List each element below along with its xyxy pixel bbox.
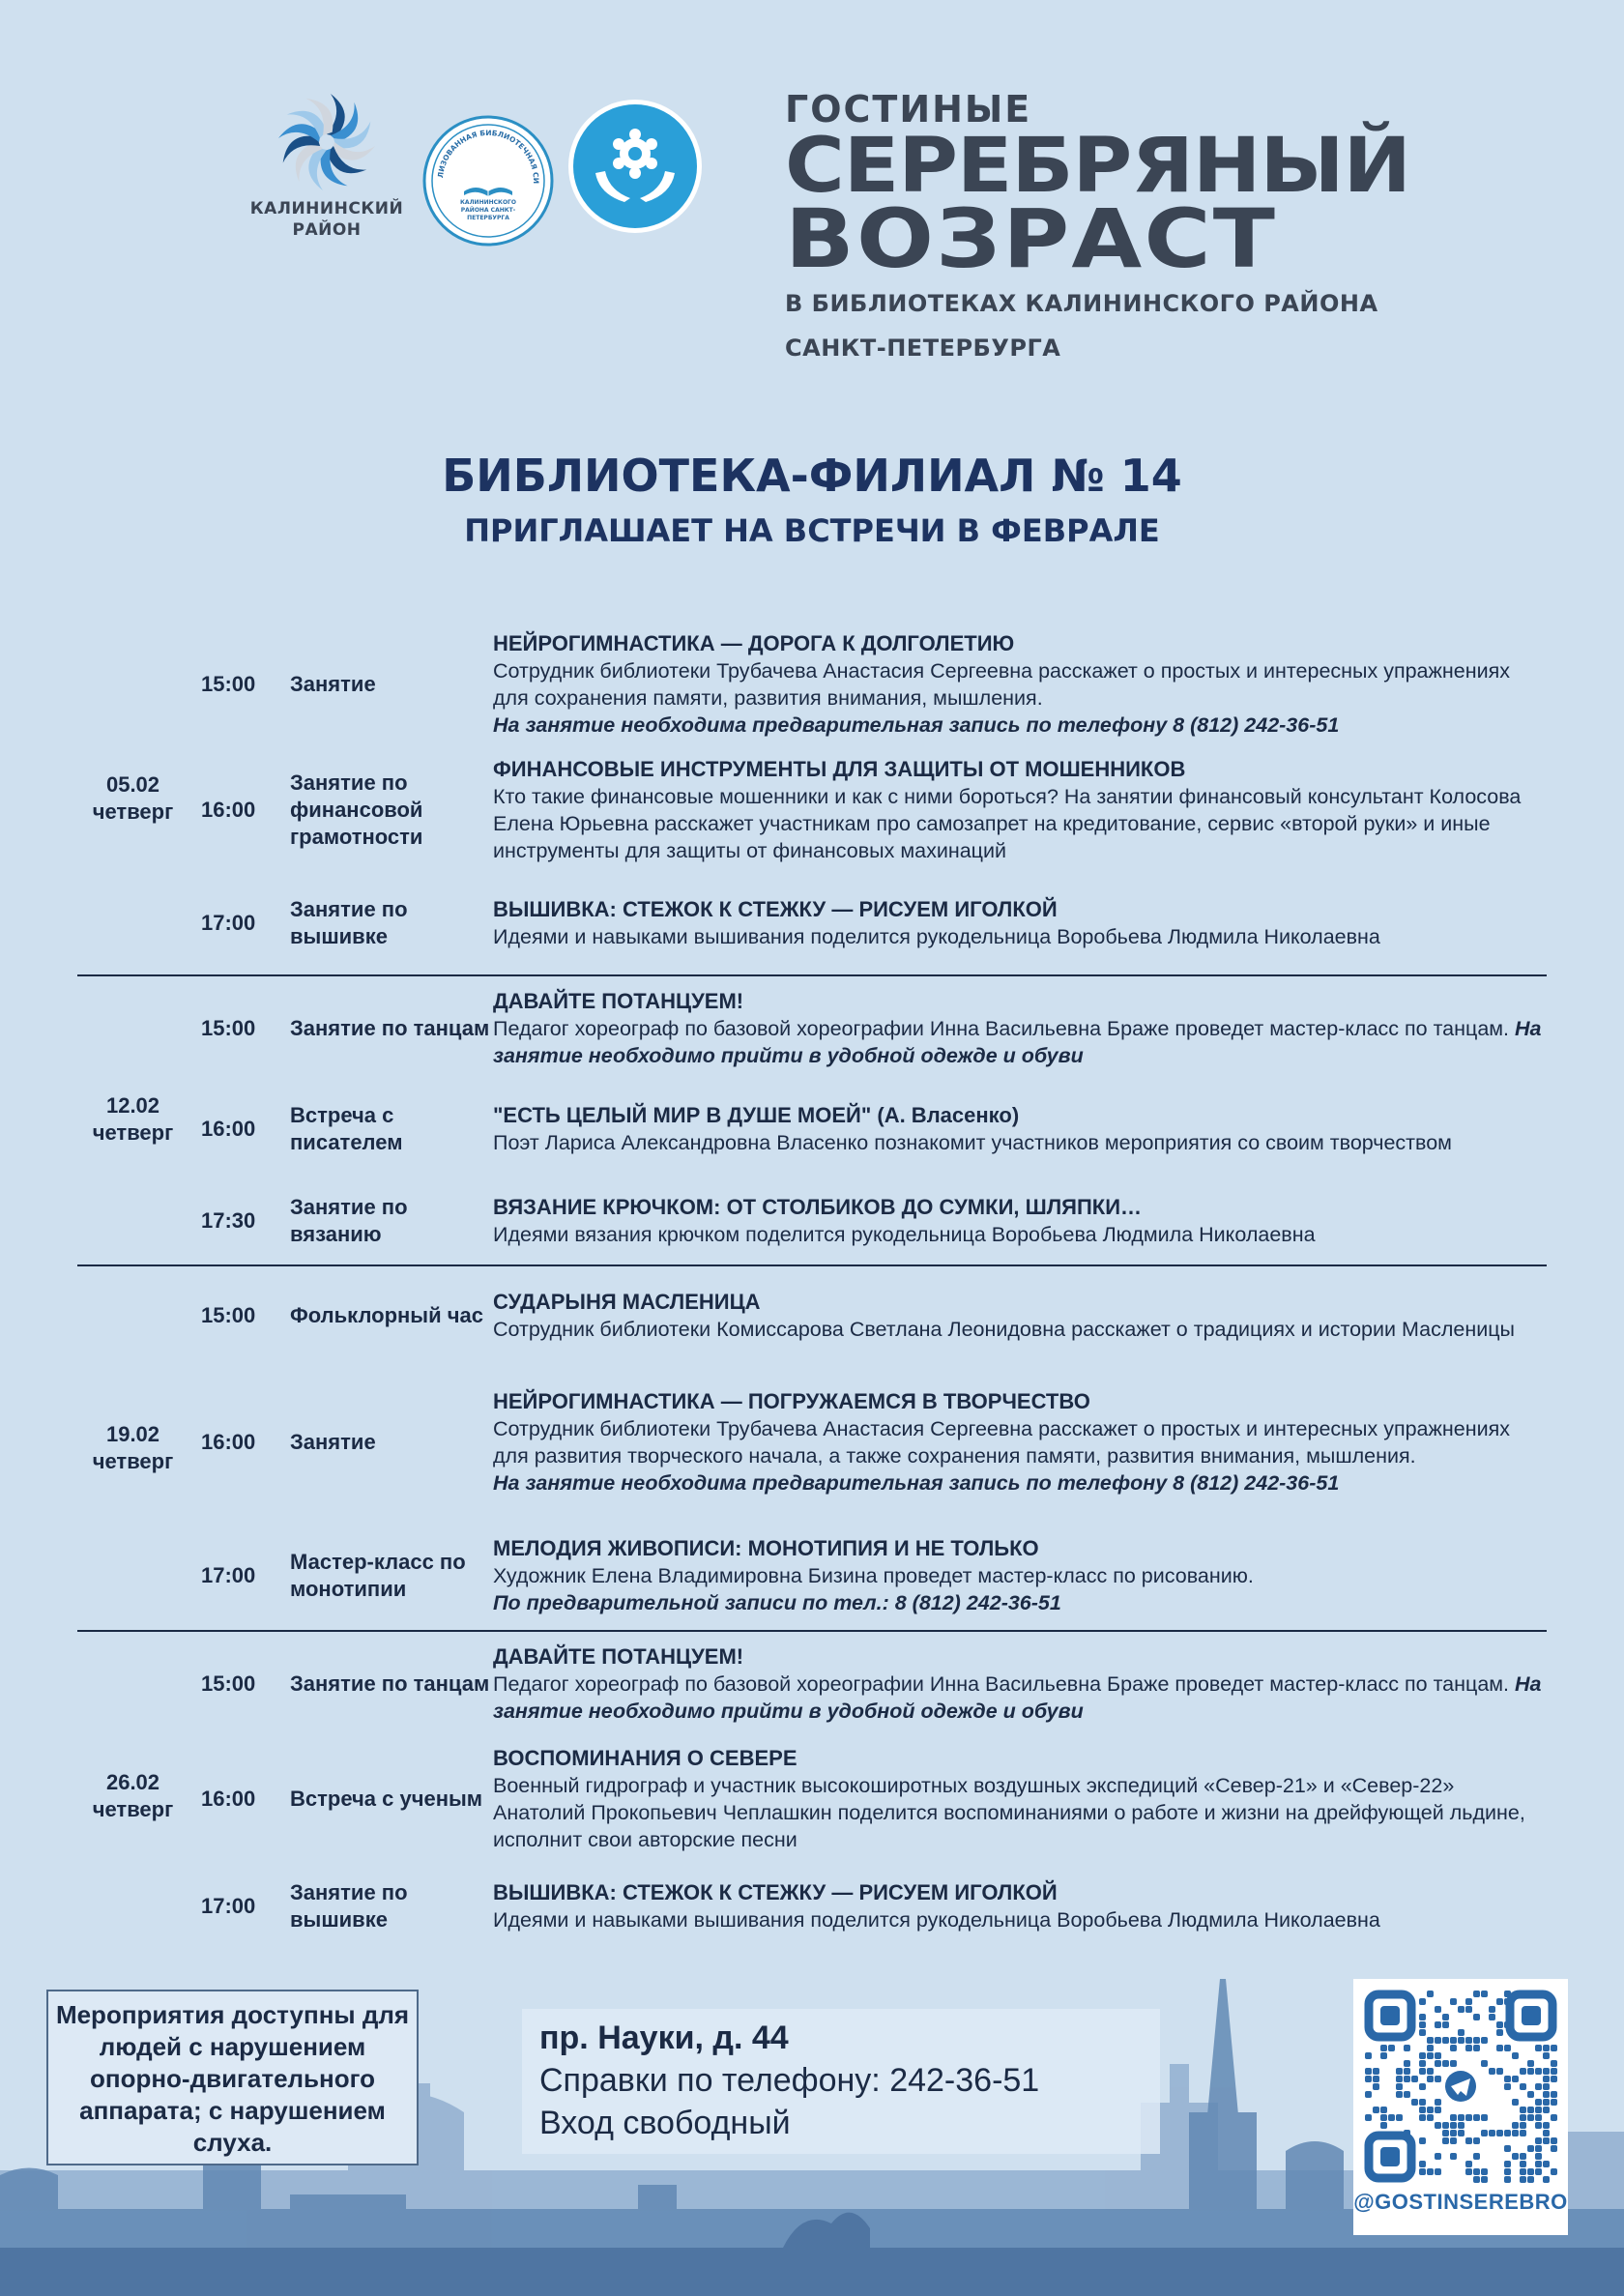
qr-module	[1543, 2052, 1550, 2059]
event-time: 17:30	[201, 1208, 256, 1233]
event-description: Художник Елена Владимировна Бизина проведет мастер-класс по рисованию.	[493, 1564, 1254, 1587]
pinwheel-icon	[276, 92, 377, 192]
event-time: 15:00	[201, 671, 256, 696]
event-description: Военный гидрограф и участник высокоширотных воздушных экспедиций «Север-21» и «Север-22» Анатолий Прокопьевич Чеплашкин поделится воспоминаниями о работе и жизни на дрейфующей льдине, исполнит свои авторские песни	[493, 1774, 1525, 1851]
qr-module	[1527, 2060, 1534, 2067]
event-title: "ЕСТЬ ЦЕЛЫЙ МИР В ДУШЕ МОЕЙ" (А. Власенко)	[493, 1103, 1020, 1127]
qr-module	[1535, 2099, 1542, 2106]
entry-info: Вход свободный	[539, 2105, 791, 2141]
cbs-ring-text: ЛИЗОВАННАЯ БИБЛИОТЕЧНАЯ СИ	[436, 128, 541, 185]
qr-module	[1435, 2099, 1441, 2106]
day-date: 12.02	[105, 1093, 160, 1118]
event-time: 17:00	[201, 1563, 256, 1587]
qr-module	[1504, 2045, 1511, 2051]
event-row	[77, 1632, 1547, 1736]
qr-module	[1396, 2083, 1403, 2090]
day-date: 19.02	[105, 1422, 160, 1446]
qr-module	[1504, 2083, 1511, 2090]
qr-module	[1396, 2091, 1403, 2098]
qr-module	[1450, 2060, 1457, 2067]
qr-module	[1435, 2076, 1441, 2082]
event-description: Сотрудник библиотеки Комиссарова Светлана Леонидовна расскажет о традициях и истории Масленицы	[493, 1318, 1516, 1341]
qr-module	[1527, 2068, 1534, 2075]
qr-module	[1388, 2045, 1395, 2051]
qr-module	[1520, 2161, 1526, 2167]
qr-module	[1419, 2014, 1426, 2020]
qr-module	[1419, 2021, 1426, 2028]
qr-module	[1512, 2153, 1519, 2160]
qr-module	[1543, 2076, 1550, 2082]
qr-module	[1435, 2153, 1441, 2160]
qr-module	[1435, 2168, 1441, 2175]
qr-module	[1419, 2068, 1426, 2075]
qr-module	[1543, 2068, 1550, 2075]
qr-module	[1373, 2076, 1379, 2082]
qr-module	[1450, 2137, 1457, 2144]
qr-module	[1520, 2083, 1526, 2090]
qr-module	[1419, 1998, 1426, 2005]
qr-module	[1496, 2029, 1503, 2036]
event-type: Занятие по вязанию	[290, 1195, 408, 1246]
qr-module	[1535, 2107, 1542, 2113]
address: пр. Науки, д. 44	[539, 2020, 789, 2056]
qr-module	[1427, 2076, 1434, 2082]
brand-line-1: ГОСТИНЫЕ	[785, 88, 1032, 131]
qr-module	[1396, 2076, 1403, 2082]
qr-module	[1419, 2052, 1426, 2059]
qr-module	[1380, 2114, 1387, 2121]
qr-module	[1442, 2021, 1449, 2028]
qr-module	[1473, 2176, 1480, 2183]
qr-module	[1527, 2091, 1534, 2098]
qr-module	[1435, 2021, 1441, 2028]
day-weekday: четверг	[92, 799, 174, 824]
qr-module	[1442, 2122, 1449, 2129]
qr-module	[1551, 2091, 1557, 2098]
qr-module	[1473, 2114, 1480, 2121]
qr-module	[1535, 2137, 1542, 2144]
event-note: На занятие необходимо прийти в удобной одежде и обуви	[493, 1017, 1542, 1067]
qr-module	[1404, 2060, 1410, 2067]
event-description: Идеями и навыками вышивания поделится рукодельница Воробьева Людмила Николаевна	[493, 925, 1380, 948]
event-type: Занятие	[290, 671, 376, 696]
qr-module	[1380, 2122, 1387, 2129]
event-description: Кто такие финансовые мошенники и как с ними бороться? На занятии финансовый консультант Колосова Елена Юрьевна расскажет участникам про самозапрет на кредитование, сервис «второй руки» и иные инструменты для защиты от финансовых махинаций	[493, 784, 1522, 862]
event-description: Идеями вязания крючком поделится рукодельница Воробьева Людмила Николаевна	[493, 1223, 1316, 1246]
qr-module	[1450, 1998, 1457, 2005]
qr-module	[1465, 2045, 1472, 2051]
qr-module	[1404, 2076, 1410, 2082]
event-time: 15:00	[201, 1671, 256, 1696]
event-type: Занятие по вышивке	[290, 897, 408, 948]
qr-module	[1527, 2145, 1534, 2152]
qr-module	[1419, 2114, 1426, 2121]
qr-code-block[interactable]	[1353, 1979, 1568, 2235]
qr-module	[1527, 2168, 1534, 2175]
event-type: Встреча с писателем	[290, 1103, 403, 1154]
qr-module	[1435, 2107, 1441, 2113]
qr-module	[1365, 2091, 1372, 2098]
event-time: 16:00	[201, 797, 256, 822]
event-type: Мастер-класс по монотипии	[290, 1550, 466, 1601]
schedule	[77, 624, 1547, 1961]
qr-module	[1527, 2114, 1534, 2121]
qr-module	[1365, 2076, 1372, 2082]
qr-module	[1496, 2045, 1503, 2051]
qr-module	[1543, 2083, 1550, 2090]
qr-module	[1380, 2052, 1387, 2059]
qr-module	[1543, 2045, 1550, 2051]
qr-module	[1551, 2099, 1557, 2106]
cbs-bottom-text: КАЛИНИНСКОГО РАЙОНА САНКТ-ПЕТЕРБУРГА	[460, 199, 516, 221]
qr-module	[1473, 2014, 1480, 2020]
qr-module	[1535, 2114, 1542, 2121]
qr-module	[1527, 2176, 1534, 2183]
qr-module	[1551, 2168, 1557, 2175]
day-date: 05.02	[105, 772, 160, 797]
contact-info	[522, 2009, 1160, 2154]
qr-module	[1465, 2168, 1472, 2175]
qr-module	[1543, 2176, 1550, 2183]
qr-module	[1450, 2037, 1457, 2044]
qr-module	[1512, 2052, 1519, 2059]
qr-module	[1396, 2114, 1403, 2121]
qr-module	[1473, 2137, 1480, 2144]
event-title: ВЯЗАНИЕ КРЮЧКОМ: ОТ СТОЛБИКОВ ДО СУМКИ, ШЛЯПКИ…	[493, 1195, 1143, 1219]
event-time: 17:00	[201, 911, 256, 935]
qr-module	[1450, 2122, 1457, 2129]
qr-module	[1465, 2006, 1472, 2013]
kalininsky-district-logo	[249, 92, 404, 241]
brand-line-2: СЕРЕБРЯНЫЙ	[785, 123, 1410, 210]
qr-code-icon[interactable]	[1361, 1987, 1560, 2186]
qr-module	[1481, 2114, 1488, 2121]
qr-module	[1373, 2068, 1379, 2075]
qr-module	[1419, 2168, 1426, 2175]
qr-module	[1481, 2130, 1488, 2136]
day-block	[77, 976, 1547, 1266]
qr-module	[1496, 2130, 1503, 2136]
qr-module	[1427, 2168, 1434, 2175]
qr-module	[1373, 2107, 1379, 2113]
qr-module	[1481, 2168, 1488, 2175]
event-note: На занятие необходимо прийти в удобной одежде и обуви	[493, 1672, 1542, 1723]
qr-module	[1535, 2161, 1542, 2167]
event-time: 16:00	[201, 1117, 256, 1141]
event-type: Фольклорный час	[290, 1303, 483, 1327]
qr-module	[1411, 2076, 1418, 2082]
qr-module	[1512, 2099, 1519, 2106]
qr-module	[1365, 2114, 1372, 2121]
qr-module	[1520, 2168, 1526, 2175]
qr-module	[1442, 2060, 1449, 2067]
qr-module	[1458, 2122, 1464, 2129]
qr-module	[1535, 2083, 1542, 2090]
qr-module	[1504, 2161, 1511, 2167]
qr-module	[1504, 2145, 1511, 2152]
event-time: 15:00	[201, 1303, 256, 1327]
qr-module	[1388, 2114, 1395, 2121]
qr-module	[1520, 2153, 1526, 2160]
day-weekday: четверг	[92, 1797, 174, 1821]
qr-module	[1435, 2122, 1441, 2129]
qr-module	[1520, 2130, 1526, 2136]
qr-module	[1450, 2153, 1457, 2160]
qr-module	[1496, 1998, 1503, 2005]
brand-block	[785, 87, 1410, 363]
qr-module	[1404, 2068, 1410, 2075]
accessibility-notice: Мероприятия доступны для людей с нарушением опорно-двигательного аппарата; с нарушением слуха.	[46, 1990, 419, 2165]
qr-module	[1496, 2021, 1503, 2028]
qr-module	[1473, 2045, 1480, 2051]
qr-module	[1380, 2045, 1387, 2051]
qr-module	[1427, 2114, 1434, 2121]
qr-module	[1442, 2137, 1449, 2144]
qr-module	[1427, 2052, 1434, 2059]
qr-module	[1520, 2107, 1526, 2113]
qr-module	[1373, 2083, 1379, 2090]
qr-module	[1419, 2060, 1426, 2067]
event-time: 15:00	[201, 1016, 256, 1040]
event-title: ДАВАЙТЕ ПОТАНЦУЕМ!	[493, 1644, 744, 1669]
qr-module	[1435, 2060, 1441, 2067]
qr-module	[1527, 2107, 1534, 2113]
qr-module	[1419, 2107, 1426, 2113]
qr-module	[1419, 2161, 1426, 2167]
qr-module	[1489, 2006, 1495, 2013]
qr-module	[1512, 2122, 1519, 2129]
qr-module	[1543, 2122, 1550, 2129]
qr-module	[1481, 1991, 1488, 1997]
qr-module	[1419, 2099, 1426, 2106]
event-row	[77, 1177, 1547, 1264]
qr-module	[1543, 2161, 1550, 2167]
event-description: Педагог хореограф по базовой хореографии Инна Васильевна Браже проведет мастер-класс по танцам.	[493, 1017, 1510, 1040]
event-time: 16:00	[201, 1430, 256, 1454]
event-title: ВЫШИВКА: СТЕЖОК К СТЕЖКУ — РИСУЕМ ИГОЛКОЙ	[493, 1880, 1058, 1904]
qr-module	[1458, 2006, 1464, 2013]
logo-caption-2: РАЙОН	[292, 220, 362, 240]
qr-module	[1543, 2091, 1550, 2098]
qr-module	[1543, 2099, 1550, 2106]
qr-module	[1520, 2122, 1526, 2129]
qr-module	[1504, 2130, 1511, 2136]
qr-module	[1551, 2137, 1557, 2144]
event-type: Занятие по танцам	[290, 1016, 490, 1040]
day-date: 26.02	[105, 1770, 160, 1794]
event-row	[77, 624, 1547, 744]
qr-module	[1442, 2037, 1449, 2044]
qr-module	[1465, 2161, 1472, 2167]
event-title: НЕЙРОГИМНАСТИКА — ДОРОГА К ДОЛГОЛЕТИЮ	[493, 630, 1015, 655]
phone-info: Справки по телефону: 242-36-51	[539, 2062, 1040, 2099]
qr-module	[1473, 2037, 1480, 2044]
qr-module	[1473, 2168, 1480, 2175]
qr-module	[1543, 2130, 1550, 2136]
qr-module	[1465, 2114, 1472, 2121]
day-weekday: четверг	[92, 1449, 174, 1473]
social-handle[interactable]: @GOSTINSEREBRO	[1353, 2190, 1568, 2214]
event-time: 16:00	[201, 1787, 256, 1811]
qr-module	[1535, 2122, 1542, 2129]
event-type: Занятие	[290, 1430, 376, 1454]
qr-module	[1551, 2145, 1557, 2152]
qr-module	[1504, 2076, 1511, 2082]
qr-module	[1458, 2029, 1464, 2036]
qr-module	[1512, 2076, 1519, 2082]
qr-module	[1489, 2068, 1495, 2075]
event-row	[77, 875, 1547, 972]
qr-module	[1419, 2083, 1426, 2090]
page-subtitle: ПРИГЛАШАЕТ НА ВСТРЕЧИ В ФЕВРАЛЕ	[464, 512, 1160, 549]
logo-caption-1: КАЛИНИНСКИЙ	[249, 199, 404, 218]
qr-module	[1465, 2037, 1472, 2044]
qr-module	[1481, 2176, 1488, 2183]
qr-module	[1450, 2114, 1457, 2121]
event-type: Занятие по вышивке	[290, 1880, 408, 1932]
event-type: Занятие по финансовой грамотности	[290, 770, 423, 849]
qr-module	[1551, 2045, 1557, 2051]
qr-module	[1543, 2107, 1550, 2113]
qr-module	[1442, 2130, 1449, 2136]
qr-module	[1435, 2006, 1441, 2013]
qr-module	[1481, 2060, 1488, 2067]
event-type: Встреча с ученым	[290, 1787, 483, 1811]
event-description: Сотрудник библиотеки Трубачева Анастасия Сергеевна расскажет о простых и интересных упражнениях для сохранения памяти, развития внимания, мышления.	[493, 658, 1510, 710]
qr-module	[1411, 2099, 1418, 2106]
day-block	[77, 1266, 1547, 1632]
event-title: ДАВАЙТЕ ПОТАНЦУЕМ!	[493, 989, 744, 1013]
qr-module	[1551, 2076, 1557, 2082]
qr-module	[1465, 1998, 1472, 2005]
qr-module	[1551, 2114, 1557, 2121]
event-note: По предварительной записи по тел.: 8 (812) 242-36-51	[493, 1591, 1061, 1614]
qr-module	[1543, 2137, 1550, 2144]
qr-module	[1419, 2029, 1426, 2036]
event-row	[77, 1520, 1547, 1632]
qr-module	[1473, 2153, 1480, 2160]
event-note: На занятие необходима предварительная запись по телефону 8 (812) 242-36-51	[493, 1471, 1340, 1495]
qr-module	[1435, 2052, 1441, 2059]
event-title: СУДАРЫНЯ МАСЛЕНИЦА	[493, 1290, 761, 1314]
event-row	[77, 1365, 1547, 1520]
qr-module	[1512, 2130, 1519, 2136]
qr-module	[1458, 2037, 1464, 2044]
event-row	[77, 744, 1547, 875]
brand-line-4: В БИБЛИОТЕКАХ КАЛИНИНСКОГО РАЙОНА	[785, 290, 1378, 317]
qr-module	[1365, 2068, 1372, 2075]
telegram-icon	[1441, 2067, 1480, 2106]
qr-module	[1435, 2037, 1441, 2044]
day-block	[77, 1632, 1547, 1961]
event-row	[77, 976, 1547, 1081]
qr-module	[1473, 1991, 1480, 1997]
event-row	[77, 1081, 1547, 1177]
qr-module	[1427, 2037, 1434, 2044]
qr-module	[1458, 2114, 1464, 2121]
qr-module	[1535, 2068, 1542, 2075]
event-time: 17:00	[201, 1894, 256, 1918]
event-title: МЕЛОДИЯ ЖИВОПИСИ: МОНОТИПИЯ И НЕ ТОЛЬКО	[493, 1536, 1039, 1560]
qr-module	[1520, 2114, 1526, 2121]
qr-module	[1535, 2145, 1542, 2152]
event-type: Занятие по танцам	[290, 1671, 490, 1696]
qr-module	[1535, 2045, 1542, 2051]
qr-module	[1404, 2045, 1410, 2051]
qr-module	[1365, 2052, 1372, 2059]
qr-module	[1535, 2168, 1542, 2175]
qr-module	[1465, 2137, 1472, 2144]
social-support-logo	[566, 98, 704, 235]
page-title: БИБЛИОТЕКА-ФИЛИАЛ № 14	[442, 450, 1182, 502]
event-description: Педагог хореограф по базовой хореографии Инна Васильевна Браже проведет мастер-класс по танцам.	[493, 1672, 1510, 1696]
qr-module	[1535, 2153, 1542, 2160]
event-title: ВОСПОМИНАНИЯ О СЕВЕРЕ	[493, 1746, 798, 1770]
event-title: НЕЙРОГИМНАСТИКА — ПОГРУЖАЕМСЯ В ТВОРЧЕСТВО	[493, 1389, 1090, 1413]
event-description: Поэт Лариса Александровна Власенко познакомит участников мероприятия со своим творчеством	[493, 1131, 1452, 1154]
event-row	[77, 1736, 1547, 1862]
brand-line-5: САНКТ-ПЕТЕРБУРГА	[785, 334, 1061, 362]
qr-module	[1427, 2045, 1434, 2051]
event-description: Идеями и навыками вышивания поделится рукодельница Воробьева Людмила Николаевна	[493, 1908, 1380, 1932]
qr-module	[1450, 2045, 1457, 2051]
qr-module	[1504, 2168, 1511, 2175]
day-weekday: четверг	[92, 1120, 174, 1145]
qr-module	[1427, 2107, 1434, 2113]
qr-module	[1442, 2014, 1449, 2020]
event-description: Сотрудник библиотеки Трубачева Анастасия Сергеевна расскажет о простых и интересных упражнениях для развития творческого начала, а также сохранения памяти, развития внимания, мышления.	[493, 1417, 1510, 1468]
qr-module	[1427, 2068, 1434, 2075]
qr-module	[1496, 2068, 1503, 2075]
event-row	[77, 1862, 1547, 1951]
brand-line-3: ВОЗРАСТ	[785, 191, 1278, 286]
qr-module	[1427, 1991, 1434, 1997]
qr-module	[1481, 2037, 1488, 2044]
event-note: На занятие необходима предварительная запись по телефону 8 (812) 242-36-51	[493, 712, 1340, 737]
event-title: ВЫШИВКА: СТЕЖОК К СТЕЖКУ — РИСУЕМ ИГОЛКОЙ	[493, 897, 1058, 921]
qr-module	[1419, 2137, 1426, 2144]
qr-module	[1551, 2060, 1557, 2067]
qr-module	[1404, 2091, 1410, 2098]
qr-module	[1520, 2176, 1526, 2183]
qr-module	[1458, 2130, 1464, 2136]
day-block	[77, 624, 1547, 976]
qr-module	[1551, 2068, 1557, 2075]
qr-module	[1504, 2176, 1511, 2183]
qr-module	[1520, 2068, 1526, 2075]
qr-module	[1380, 2107, 1387, 2113]
qr-module	[1396, 2068, 1403, 2075]
event-row	[77, 1266, 1547, 1365]
qr-module	[1450, 2130, 1457, 2136]
event-title: ФИНАНСОВЫЕ ИНСТРУМЕНТЫ ДЛЯ ЗАЩИТЫ ОТ МОШЕННИКОВ	[493, 756, 1186, 781]
qr-module	[1489, 2130, 1495, 2136]
qr-module	[1489, 2014, 1495, 2020]
cbs-library-logo	[421, 114, 555, 247]
